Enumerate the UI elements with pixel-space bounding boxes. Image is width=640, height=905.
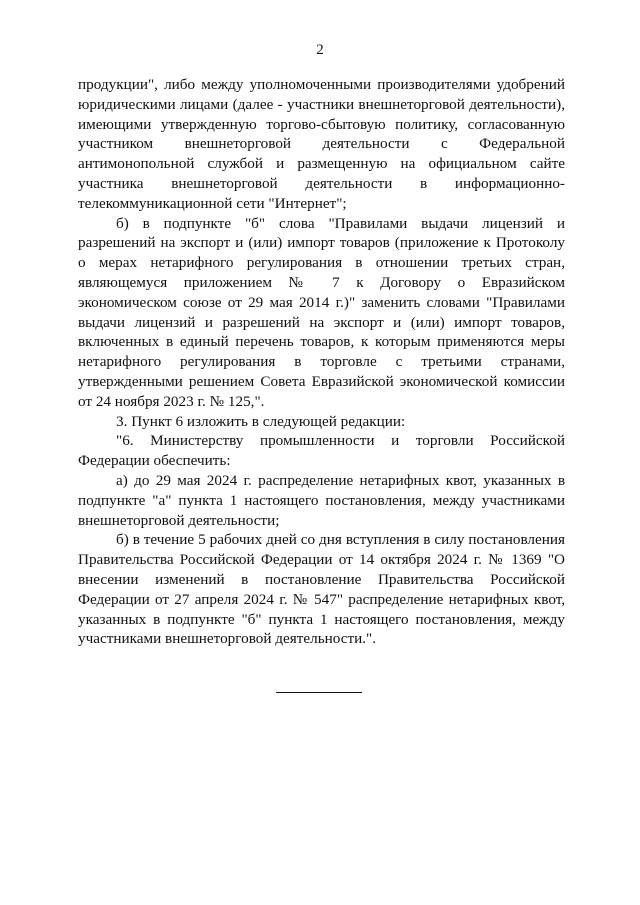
paragraph-point-3: 3. Пункт 6 изложить в следующей редакции: [116, 412, 406, 430]
paragraph-point-6-intro: "6. Министерству промышленности и торговли Российской Федерации обеспечить: [78, 432, 565, 470]
paragraph-continuation: продукции", либо между уполномоченными производителями удобрений юридическими лицами (далее - участники внешнеторговой деятельности), имеющими утвержденную торгово-сбытовую политику, согласованную участником внешнеторговой деятельности с Федеральной антимонопольной службой и размещенную на официальном сайте участника внешнеторговой деятельности в информационно-телекоммуникационной сети "Интернет"; [78, 76, 565, 212]
document-body [78, 75, 565, 649]
page-number: 2 [316, 42, 324, 58]
end-separator-line [276, 692, 362, 693]
paragraph-point-6-a: а) до 29 мая 2024 г. распределение нетарифных квот, указанных в подпункте "а" пункта 1 настоящего постановления, между участниками внешнеторговой деятельности; [78, 471, 565, 529]
paragraph-subpoint-b: б) в подпункте "б" слова "Правилами выдачи лицензий и разрешений на экспорт и (или) импорт товаров (приложение к Протоколу о мерах нетарифного регулирования в отношении третьих стран, являющемуся приложением № 7 к Договору о Евразийском экономическом союзе от 29 мая 2014 г.)" заменить словами "Правилами выдачи лицензий и разрешений на экспорт и (или) импорт товаров, включенных в единый перечень товаров, к которым применяются меры нетарифного регулирования в торговле с третьими странами, утвержденными решением Совета Евразийской экономической комиссии от 24 ноября 2023 г. № 125,". [78, 214, 565, 410]
paragraph-point-6-b: б) в течение 5 рабочих дней со дня вступления в силу постановления Правительства Российской Федерации от 14 октября 2024 г. № 1369 "О внесении изменений в постановление Правительства Российской Федерации от 27 апреля 2024 г. № 547" распределение нетарифных квот, указанных в подпункте "б" пункта 1 настоящего постановления, между участниками внешнеторговой деятельности.". [78, 531, 565, 648]
